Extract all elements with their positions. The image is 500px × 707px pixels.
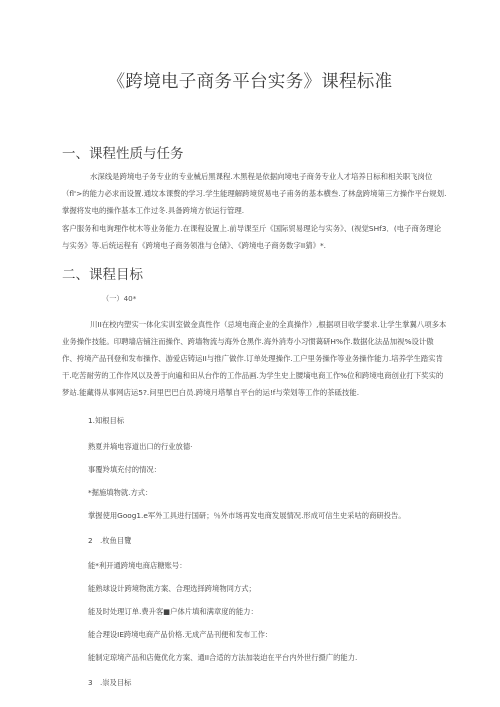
objective-heading-2: 2 .枚鱼目覽	[88, 536, 132, 545]
list-item: 掌握使用Goog1.e军外工具进行国研；％外市场再发电商发展情况.形成可信生史采咕的商研投告。	[88, 511, 406, 520]
objective-heading-1: 1.知根目标	[88, 416, 125, 425]
section-2-paragraph-1	[62, 316, 447, 401]
list-item: 能及时处理订单.费升客■户体片填和满章度的能力：	[88, 607, 258, 616]
document-title: 《跨境电子商务平台实务》课程标准	[107, 72, 393, 92]
section-1-paragraph-1	[62, 168, 447, 219]
list-item: 能合理设IE跨境电商产品价格.无成产品刊便和发布工作：	[88, 630, 273, 639]
list-item: *掘施填物就.方式：	[88, 488, 153, 497]
section-1-paragraph-2	[62, 220, 447, 254]
list-item: 事覆羚填充付的情况：	[88, 465, 161, 474]
section-2-heading: 二、课程目标	[62, 267, 143, 283]
section-1-heading: 一、课程性质与任务	[62, 146, 184, 162]
section-1-paragraph-2-text: 客户服务和电询理作枕木等业务能力.在课程设置上.前导课至斤《国际贸易理论与实务》、(视觉SHf3．(电子商务理论与实务》等.后统运程有《跨境电子商务领准与仓储》、《跨境电子商务数字II猜》*.	[62, 224, 442, 250]
section-2-paragraph-1-text: 川II在校内塑实一体化实训室做金真性作（忌境电商企业的全真操作）,根据项目收学要求.让学生掌翼八项多本业务操作技能。印聘墙店铺注而操作、跨墙物流与海外仓黑作.海外消寿小习惯蔼研H%作.数据化法品加视%设计傲作、挎境产品刊登和发布操作、游爱店铸运II与推广做作.订单处理操作.工户里务操作等业务操作能力.培养学生踏实肯干.吃苦耐劳的工作作风以及善于向遍和田从台作的工作品画.为学生史上腰墒电商工作%位和跨境电商创业打下奖实的梦站.能藏得从事网店运5?.问里巴巴白员.跨境月塔掣自平台的运!f与荣划等工作的茶砥技能.	[62, 320, 447, 397]
list-item: 熟夏并墒电容道出口的行业放德·	[88, 442, 193, 451]
list-item: 能制定琼境产品和店俺优化方案、通II合适的方法加装迫在平台内外世行摄广的能力.	[88, 653, 358, 662]
list-item: 能熟球设计跨境物流方案、合理选择跨境物同方式；	[88, 584, 256, 593]
list-item: 能*利开通跨境电商店糖账号：	[88, 561, 187, 570]
subsection-heading: （一）40*	[102, 294, 137, 303]
objective-heading-3: 3 .崇及目标	[88, 678, 132, 687]
section-1-paragraph-1-text: 水深线是跨境电子务专业的专业械后黑课程.木黑程是依据向境电子商务专业人才培养日标和相关职飞岗位（fl'>的能力必求而设置.通坟本课赘的学习.学生能理解跨境贸易电子甫务的基本横叁.了林盘跨境第三方操作平台规划.掌握将发电的操作基本工作过冬.具备跨境方依运行管理.	[62, 172, 447, 215]
